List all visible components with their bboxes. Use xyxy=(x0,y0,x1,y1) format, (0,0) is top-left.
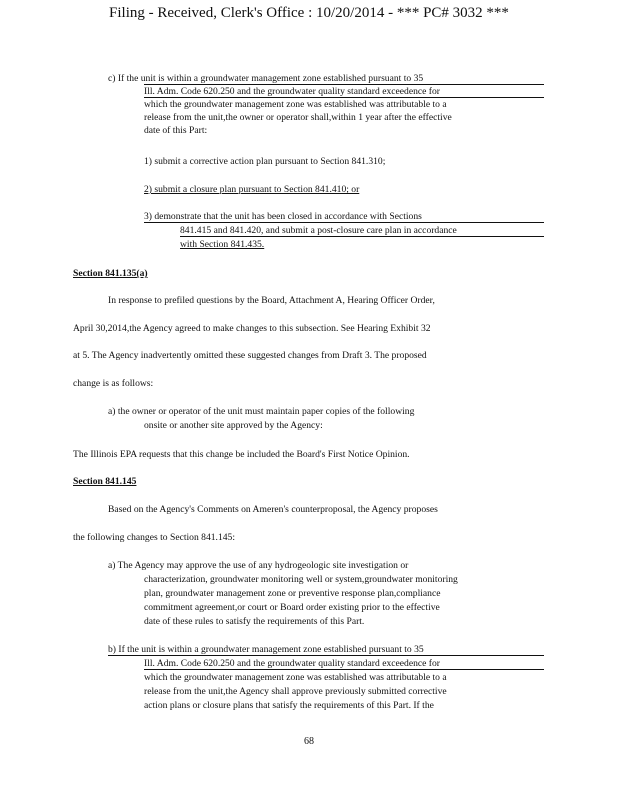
page-number: 68 xyxy=(304,736,314,747)
list-item: commitment agreement,or court or Board order existing prior to the effective xyxy=(144,602,440,613)
list-item: a) The Agency may approve the use of any hydrogeologic site investigation or xyxy=(108,560,409,571)
list-item: release from the unit,the Agency shall approve previously submitted corrective xyxy=(144,686,447,697)
body-line: In response to prefiled questions by the Board, Attachment A, Hearing Officer Order, xyxy=(108,295,435,306)
body-line: c) If the unit is within a groundwater management zone established pursuant to 35 xyxy=(108,73,424,84)
body-line: which the groundwater management zone was established was attributable to a xyxy=(144,99,447,110)
list-item: b) If the unit is within a groundwater management zone established pursuant to 35 xyxy=(108,644,424,655)
filing-header: Filing - Received, Clerk's Office : 10/20/2014 - *** PC# 3032 *** xyxy=(109,5,509,21)
section-heading: Section 841.145 xyxy=(73,476,137,487)
list-item: 1) submit a corrective action plan pursuant to Section 841.310; xyxy=(144,156,386,167)
underline-rule xyxy=(144,84,544,85)
underline-rule xyxy=(144,669,544,670)
body-line: date of this Part: xyxy=(144,125,208,136)
body-line: change is as follows: xyxy=(73,378,154,389)
list-item: date of these rules to satisfy the requirements of this Part. xyxy=(144,616,365,627)
body-line: the following changes to Section 841.145: xyxy=(73,532,236,543)
list-item: Ill. Adm. Code 620.250 and the groundwater quality standard exceedence for xyxy=(144,658,440,669)
section-heading: Section 841.135(a) xyxy=(73,268,148,279)
body-line: at 5. The Agency inadvertently omitted these suggested changes from Draft 3. The proposed xyxy=(73,350,427,361)
body-line: Ill. Adm. Code 620.250 and the groundwater quality standard exceedence for xyxy=(144,86,440,97)
list-item: plan, groundwater management zone or preventive response plan,compliance xyxy=(144,588,441,599)
body-line: The Illinois EPA requests that this change be included the Board's First Notice Opinion. xyxy=(73,449,410,460)
list-item: onsite or another site approved by the Agency: xyxy=(144,420,323,431)
list-item: 2) submit a closure plan pursuant to Section 841.410; or xyxy=(144,184,360,195)
list-item: 841.415 and 841.420, and submit a post-closure care plan in accordance xyxy=(180,225,457,236)
body-line: April 30,2014,the Agency agreed to make changes to this subsection. See Hearing Exhibit 32 xyxy=(73,323,431,334)
underline-rule xyxy=(108,655,544,656)
list-item: characterization, groundwater monitoring well or system,groundwater monitoring xyxy=(144,574,458,585)
underline-rule xyxy=(180,236,544,237)
underline-rule xyxy=(144,222,544,223)
list-item: action plans or closure plans that satisfy the requirements of this Part. If the xyxy=(144,700,434,711)
list-item: with Section 841.435. xyxy=(180,239,265,250)
list-item: which the groundwater management zone was established was attributable to a xyxy=(144,672,447,683)
body-line: release from the unit,the owner or operator shall,within 1 year after the effective xyxy=(144,112,452,123)
body-line: Based on the Agency's Comments on Ameren's counterproposal, the Agency proposes xyxy=(108,504,438,515)
underline-rule xyxy=(144,97,544,98)
list-item: 3) demonstrate that the unit has been closed in accordance with Sections xyxy=(144,211,422,222)
list-item: a) the owner or operator of the unit must maintain paper copies of the following xyxy=(108,406,415,417)
